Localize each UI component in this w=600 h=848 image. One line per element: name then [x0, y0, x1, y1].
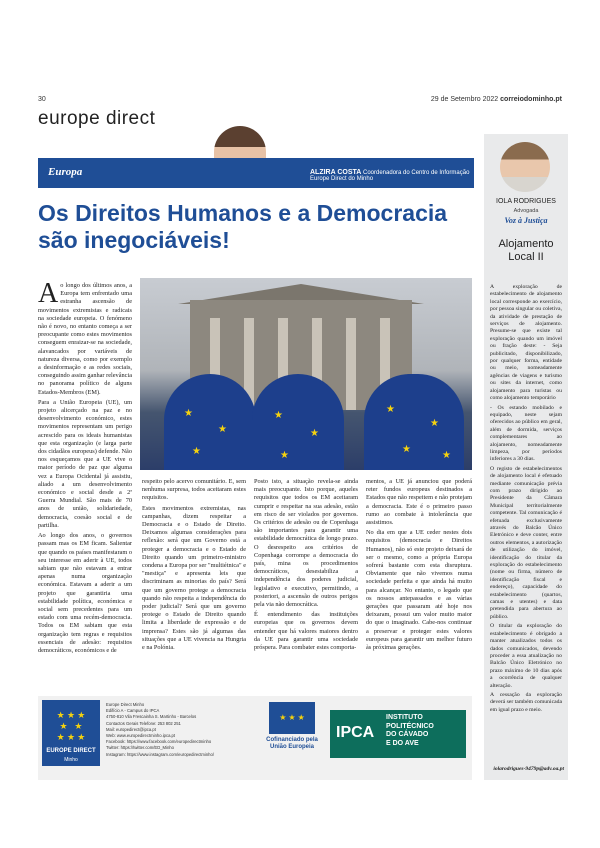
page-number: 30: [38, 96, 46, 103]
sidebar-column: [484, 134, 568, 780]
contact-facebook-link[interactable]: Facebook: https://www.facebook.com/europedirectminho: [106, 739, 212, 745]
star-icon: ★: [192, 446, 201, 457]
photo-eu-flag: [252, 374, 344, 470]
article-paragraph: Para a União Europeia (UE), um projeto alicerçado na paz e no desenvolvimento económico, estes movimentos representam um perigo acrescido para os ideais humanistas que esta organização (e larga parte dos cidadãos europeus) defende. Não nos esqueçamos que a UE vive o maior período de paz que alguma vez a Europa Ocidental já assistiu, aliado a um desenvolvimento económico e social desde a 2ª Guerra Mundial. São mais de 70 anos de união, solidariedade, democracia, coesão social e de partilha.: [38, 398, 132, 529]
column-label: Voz à Justiça: [504, 216, 548, 225]
page-date: 29 de Setembro 2022 correiodominho.pt: [430, 96, 562, 103]
section-label: Europa: [48, 166, 83, 178]
author-byline: ALZIRA COSTA Coordenadora do Centro de Informação Europe Direct do Minho: [310, 169, 470, 182]
photo-column: [346, 318, 356, 410]
drop-cap: A: [38, 282, 59, 309]
article-headline: Os Direitos Humanos e a Democracia são inegociáveis!: [38, 200, 448, 253]
europe-direct-logo: ★ ★ ★ ★ ★ ★ ★ ★ EUROPE DIRECT Minho: [42, 700, 100, 766]
article-paragraph: No dia em que a UE ceder nestes dois requisitos (democracia e Direitos Humanos), não só este projeto deixará de ser o mesmo, como a própria Europa sofrerá bastante com esta disruptura. Obviamente que não vivemos numa sociedade perfeita e que ainda há muito para alcançar. No entanto, o legado que os nossos antepassados e as várias gerações que passaram até hoje nos deixaram, possui um valor muito maior do que o imaginado. Cabe-nos continuar a preservar e proteger estes valores europeus para garantir um melhor futuro às próximas gerações.: [366, 529, 472, 652]
ipca-logo: IPCA INSTITUTO POLITÉCNICO DO CÁVADO E DO AVE: [330, 710, 466, 758]
star-icon: ★: [184, 408, 193, 419]
footer-box: [38, 696, 472, 780]
eu-flag-icon: ★ ★ ★: [269, 702, 315, 734]
article-paragraph: Ao longo dos anos, o governos passam mas os EM ficam. Salientar que quando os países manifestaram o seu interesse em aderir à UE, todos sabiam que não estavam a entrar apenas numa organização económica. Estavam a aderir a um projeto que garantiria uma estabilidade política, económica e social sem precedentes para um estado com uma recém-democracia. Todos os EM sabiam que esta organização tem regras e requisitos essenciais de adesão: requisitos democráticos, económicos e de: [38, 532, 132, 654]
star-icon: ★: [274, 410, 283, 421]
article-paragraph: É entendimento das instituições europeias que os governos devem entender que há valores maiores dentro da UE para garantir uma sociedade próspera. Para combater estes comporta-: [254, 611, 358, 652]
star-icon: ★: [218, 424, 227, 435]
star-icon: ★: [280, 450, 289, 461]
column-title: Alojamento Local II: [498, 238, 554, 263]
article-paragraph: Estes movimentos extremistas, nas campanhas, dizem respeitar a Democracia e o Estado de Direito. Deixamos algumas considerações para reflexão: será que um Governo está a proteger a democracia e o Estado de Direito quando um primeiro-ministro condena a Europa por ser "multiétnica" e "mestiça" e apresenta leis que discriminam as minorias do país? Será que um governo protege a democracia quando não respeita a independência do poder judicial? Será que um governo protege o Estado de Direito quando limita a liberdade de expressão e de imprensa? Estes são já algumas das situações que a UE vivencia na Hungria e na Polónia.: [142, 504, 246, 652]
contact-email-link[interactable]: Mail: europedirect@ipca.pt: [106, 726, 156, 732]
article-column-3: [254, 478, 358, 690]
contact-instagram-link[interactable]: Instagram: https://www.instagram.com/europedirectminho/: [106, 751, 214, 757]
section-title: europe direct: [38, 108, 156, 129]
article-column-2: [142, 478, 246, 690]
article-paragraph: Posto isto, a situação revela-se ainda mais preocupante. Isto porque, aqueles requisitos que todos os EM aceitaram cumprir e respeitar na sua adesão, estão em risco de ser violados por governos. Os critérios de adesão ou de Copenhaga são importantes para garantir uma estabilidade democrática de longo prazo. O desrespeito aos critérios de Copenhaga corrompe a democracia do país, mina os procedimentos democráticos, desestabiliza a independência dos poderes judicial, legislativo e executivo, permitindo, a posteriori, a ascensão de outros perigos pela via não democrática.: [254, 478, 358, 609]
columnist-photo: [500, 142, 550, 192]
star-icon: ★: [402, 444, 411, 455]
eu-stars-icon: ★ ★ ★ ★ ★ ★ ★ ★: [56, 710, 86, 742]
site-name: correiodominho.pt: [500, 96, 562, 103]
article-paragraph: respeito pelo acervo comunitário. E, sem nenhuma surpresa, todos aceitaram estes requisitos.: [142, 478, 246, 502]
star-icon: ★: [310, 428, 319, 439]
section-bar: [38, 158, 474, 188]
article-paragraph: mentos, a UE já anunciou que poderá reter fundos europeus destinados a Estados que não respeitem e não protejam a democracia. Este é o primeiro passo rumo ao combate à intolerância que assistimos.: [366, 478, 472, 527]
star-icon: ★: [430, 418, 439, 429]
columnist-email[interactable]: iolarodrigues-9479p@adv.oa.pt: [493, 766, 564, 772]
columnist-role: Advogada: [513, 208, 539, 214]
star-icon: ★: [386, 404, 395, 415]
eu-cofunding-logo: ★ ★ ★ Cofinanciado pela União Europeia: [264, 702, 320, 772]
star-icon: ★: [442, 450, 451, 461]
contact-web-link[interactable]: Web: www.europedirectminho.ipca.pt: [106, 733, 176, 739]
article-photo: [140, 278, 472, 470]
contact-twitter-link[interactable]: Twitter: https://twitter.com/ED_Minho: [106, 745, 174, 751]
columnist-name: IOLA RODRIGUES: [496, 198, 556, 205]
article-column-1: Ao longo dos últimos anos, a Europa tem enfrentado uma estranha ascensão de movimentos extremistas e radicais na sociedade europeia. O fenómeno não é novo, no entanto começa a ser preocupante como estes movimentos conseguem enraizar-se na sociedade, alavancados por variáveis de natureza diversa, como por exemplo a desinformação e as redes sociais, conseguindo assim ganhar relevância no panorama político de alguns Estados-Membros (EM). Para a União Europeia (UE), um projeto alicerçado na paz e no desenvolvimento económico, estes movimentos representam um perigo acrescido para os ideais humanistas que esta organização (e larga parte dos cidadãos europeus) defende. Não nos esqueçamos que a UE vive o maior período de paz que alguma vez a Europa Ocidental já assistiu, aliado a um desenvolvimento económico e social desde a 2ª Guerra Mundial. São mais de 70 anos de união, solidariedade, democracia, coesão social e de partilha. Ao longo dos anos, o governos passam mas os EM ficam. Salientar que quando os países manifestaram o seu interesse em aderir à UE, todos sabiam que não estavam a entrar apenas numa organização económica. Estavam a aderir a um projeto que garantiria uma estabilidade política, económica e social sem precedentes para um estado com uma recém-democracia. Todos os EM sabiam que esta organização tem regras e requisitos essenciais de adesão: requisitos democráticos, económicos e de: [38, 282, 132, 654]
column-body: A exploração de estabelecimento de alojamento local corresponde ao exercício, por pessoa singular ou coletiva, da atividade de prestação de serviços de alojamento. Presume-se que existe tal exploração quando um imóvel ou fração deste: - Seja publicitado, disponibilizado, por qualquer forma, entidade ou meio, nomeadamente agências de viagens e turismo ou sites da internet, como alojamento para turistas ou como alojamento temporário - Os estando mobilado e equipado, neste sejam oferecidos ao público em geral, além de dormida, serviços complementares ao alojamento, nomeadamente limpeza, por períodos inferiores a 30 dias. O registo de estabelecimentos de alojamento local é efetuado mediante comunicação prévia com prazo dirigido ao Presidente da Câmara Municipal territorialmente competente. Tal comunicação é efetuada exclusivamente através do Balcão Único Eletrónico e deve conter, entre outros elementos, a autorização de utilização do imóvel, identificação do titular da exploração do estabelecimento (nome ou firma, número de identificação fiscal e endereço), capacidade do estabelecimento (quartos, camas e utentes) e data pretendida para abertura ao público. O titular da exploração do estabelecimento é obrigado a manter atualizados todos os dados comunicados, devendo proceder a essa atualização no Balcão Único Eletrónico no prazo máximo de 10 dias após a ocorrência de qualquer alteração. A cessação da exploração deverá ser também comunicada em igual prazo e meio.: [490, 284, 562, 713]
contact-info: Europe Direct Minho Edifício A - Campus do IPCA 4750-810 Vila Frescainha S. Martinho - Barcelos Contactos Gerais Telefone: 253 802 251 Mail: europedirect@ipca.pt Web: www.europedirectminho.ipca.pt Facebook: https://www.facebook.com/europedirectminho Twitter: https://twitter.com/ED_Minho Instagram: https://www.instagram.com/europedirectminho/: [106, 702, 266, 758]
page-meta: [38, 96, 562, 108]
article-column-4: [366, 478, 472, 690]
photo-eu-flag: [164, 374, 256, 470]
